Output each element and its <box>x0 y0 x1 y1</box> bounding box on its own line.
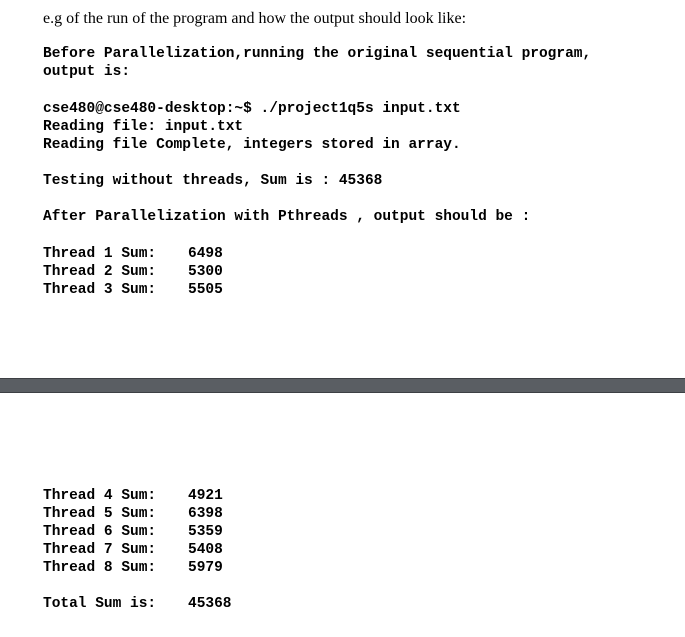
sequential-result: Testing without threads, Sum is : 45368 <box>43 173 383 189</box>
before-heading-line2: output is: <box>43 64 131 80</box>
thread-label: Thread 2 Sum: <box>43 264 157 280</box>
intro-text: e.g of the run of the program and how the output should look like: <box>43 10 467 27</box>
thread-value: 5300 <box>188 264 223 280</box>
thread-label: Thread 1 Sum: <box>43 246 157 262</box>
thread-value: 5979 <box>188 560 223 576</box>
thread-label: Thread 7 Sum: <box>43 542 157 558</box>
total-sum-label: Total Sum is: <box>43 596 157 612</box>
terminal-complete-line: Reading file Complete, integers stored in array. <box>43 137 461 153</box>
thread-value: 5505 <box>188 282 223 298</box>
thread-label: Thread 6 Sum: <box>43 524 157 540</box>
after-heading: After Parallelization with Pthreads , output should be : <box>43 209 531 225</box>
thread-value: 6498 <box>188 246 223 262</box>
thread-value: 5359 <box>188 524 223 540</box>
thread-label: Thread 5 Sum: <box>43 506 157 522</box>
thread-value: 6398 <box>188 506 223 522</box>
before-heading-line1: Before Parallelization,running the original sequential program, <box>43 46 592 62</box>
thread-label: Thread 4 Sum: <box>43 488 157 504</box>
terminal-command: cse480@cse480-desktop:~$ ./project1q5s input.txt <box>43 101 461 117</box>
thread-value: 5408 <box>188 542 223 558</box>
thread-label: Thread 3 Sum: <box>43 282 157 298</box>
total-sum-value: 45368 <box>188 596 232 612</box>
page-separator <box>0 378 685 393</box>
terminal-reading-line: Reading file: input.txt <box>43 119 244 135</box>
thread-value: 4921 <box>188 488 223 504</box>
thread-label: Thread 8 Sum: <box>43 560 157 576</box>
